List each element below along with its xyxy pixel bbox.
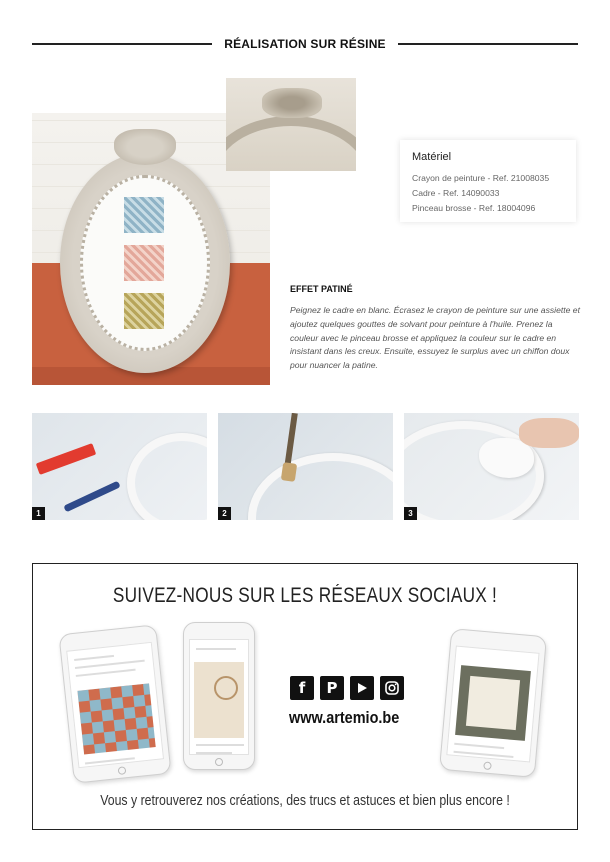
header-rule-right xyxy=(398,43,578,45)
materials-box xyxy=(400,140,576,222)
materials-heading: Matériel xyxy=(412,151,452,163)
social-title: SUIVEZ-NOUS SUR LES RÉSEAUX SOCIAUX ! xyxy=(112,584,498,607)
step-number: 2 xyxy=(218,507,231,520)
materials-item: Cadre - Ref. 14090033 xyxy=(412,188,500,198)
tile-pink xyxy=(124,245,164,281)
step-photo-3 xyxy=(404,413,579,520)
instagram-icon[interactable] xyxy=(380,676,404,700)
step-photo-1 xyxy=(32,413,207,520)
step-number: 3 xyxy=(404,507,417,520)
instructions-heading: EFFET PATINÉ xyxy=(290,284,353,294)
step-photo-2 xyxy=(218,413,393,520)
phone-mockup-instagram xyxy=(183,622,255,770)
section-title: RÉALISATION SUR RÉSINE xyxy=(224,37,386,51)
phone-mockup-pinterest xyxy=(439,628,547,778)
instructions-block xyxy=(290,284,580,373)
tile-olive xyxy=(124,293,164,329)
step-number: 1 xyxy=(32,507,45,520)
frame-detail-photo xyxy=(226,78,356,171)
instructions-body: Peignez le cadre en blanc. Écrasez le crayon de peinture sur une assiette et ajoutez quelques gouttes de solvant pour peinture à l'huile. Prenez la couleur avec le pinceau brosse et appliquez la couleur sur le cadre en insistant dans les creux. Ensuite, essuyez le surplus avec un chiffon doux pour nuancer la patine. xyxy=(290,305,580,371)
phone-mockup-facebook xyxy=(58,624,171,783)
header-rule-left xyxy=(32,43,212,45)
section-header xyxy=(32,34,578,54)
pinterest-icon[interactable]: P xyxy=(320,676,344,700)
facebook-icon[interactable]: f xyxy=(290,676,314,700)
website-link[interactable]: www.artemio.be xyxy=(289,708,400,727)
social-tagline: Vous y retrouverez nos créations, des trucs et astuces et bien plus encore ! xyxy=(100,792,510,809)
materials-item: Pinceau brosse - Ref. 18004096 xyxy=(412,203,536,213)
youtube-icon[interactable] xyxy=(350,676,374,700)
materials-item: Crayon de peinture - Ref. 21008035 xyxy=(412,173,550,183)
social-box xyxy=(32,563,578,830)
tile-blue xyxy=(124,197,164,233)
social-icons xyxy=(290,676,404,700)
